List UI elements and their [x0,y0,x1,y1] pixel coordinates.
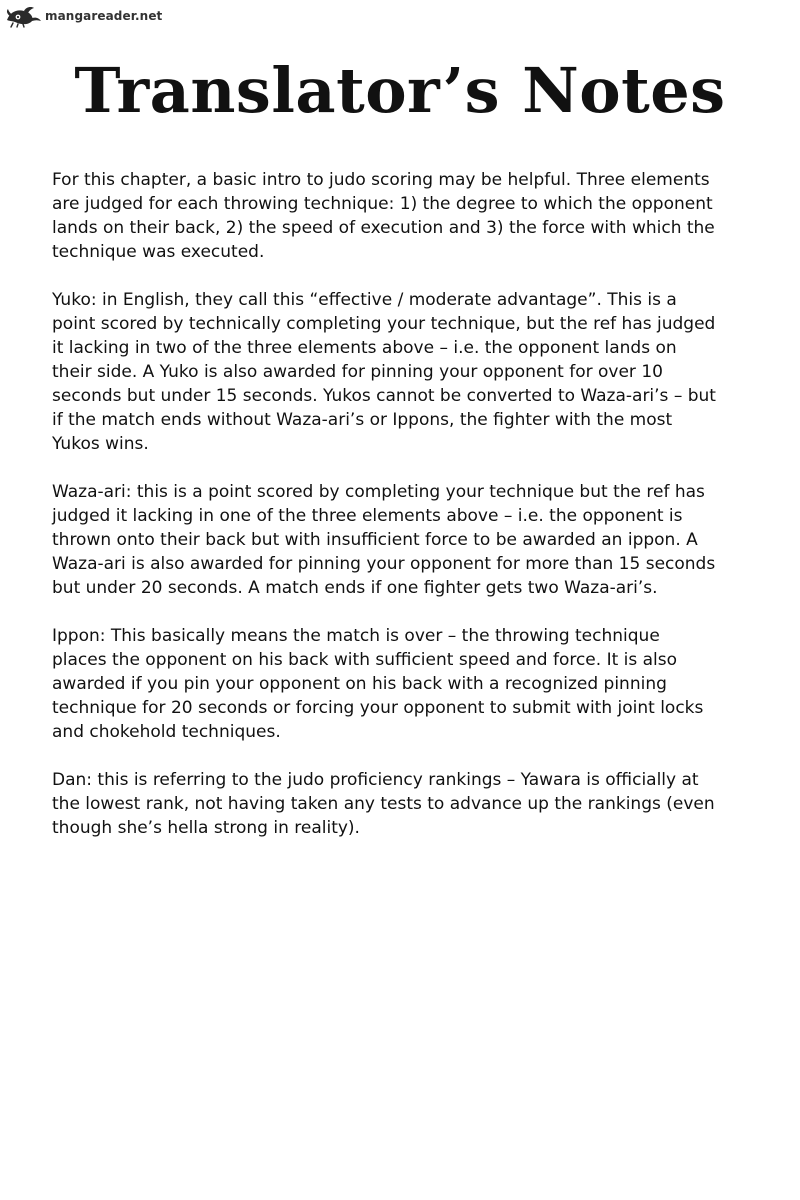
note-line: and chokehold techniques. [52,722,281,742]
note-line: thrown onto their back but with insufficient force to be awarded an ippon. A [52,530,698,550]
note-line: technique was executed. [52,242,265,262]
note-line: Waza-ari: this is a point scored by completing your technique but the ref has [52,482,705,502]
note-line: point scored by technically completing your technique, but the ref has judged [52,314,716,334]
mangareader-logo-icon [4,4,44,28]
note-line: Ippon: This basically means the match is over – the throwing technique [52,626,660,646]
note-line: seconds but under 15 seconds. Yukos cannot be converted to Waza-ari’s – but [52,386,716,406]
note-line: lands on their back, 2) the speed of execution and 3) the force with which the [52,218,715,238]
note-paragraph [52,168,752,264]
note-line: Yuko: in English, they call this “effective / moderate advantage”. This is a [52,290,677,310]
note-line: awarded if you pin your opponent on his back with a recognized pinning [52,674,667,694]
note-line: Waza-ari is also awarded for pinning your opponent for more than 15 seconds [52,554,716,574]
note-paragraph [52,768,752,840]
note-line: places the opponent on his back with sufficient speed and force. It is also [52,650,678,670]
note-line: the lowest rank, not having taken any tests to advance up the rankings (even [52,794,715,814]
note-line: For this chapter, a basic intro to judo scoring may be helpful. Three elements [52,170,710,190]
note-line: Dan: this is referring to the judo proficiency rankings – Yawara is officially at [52,770,699,790]
notes-body [52,168,752,864]
note-line: technique for 20 seconds or forcing your opponent to submit with joint locks [52,698,704,718]
note-line: judged it lacking in one of the three elements above – i.e. the opponent is [52,506,683,526]
note-line: Yukos wins. [52,434,149,454]
note-line: are judged for each throwing technique: 1) the degree to which the opponent [52,194,713,214]
watermark-text: mangareader.net [45,9,163,23]
watermark [4,4,162,28]
note-paragraph [52,624,752,744]
note-paragraph [52,480,752,600]
note-line: if the match ends without Waza-ari’s or Ippons, the fighter with the most [52,410,673,430]
page-title: Translator’s Notes [74,54,726,127]
note-line: their side. A Yuko is also awarded for pinning your opponent for over 10 [52,362,663,382]
note-line: it lacking in two of the three elements above – i.e. the opponent lands on [52,338,677,358]
note-paragraph [52,288,752,456]
note-line: though she’s hella strong in reality). [52,818,360,838]
note-line: but under 20 seconds. A match ends if one fighter gets two Waza-ari’s. [52,578,658,598]
